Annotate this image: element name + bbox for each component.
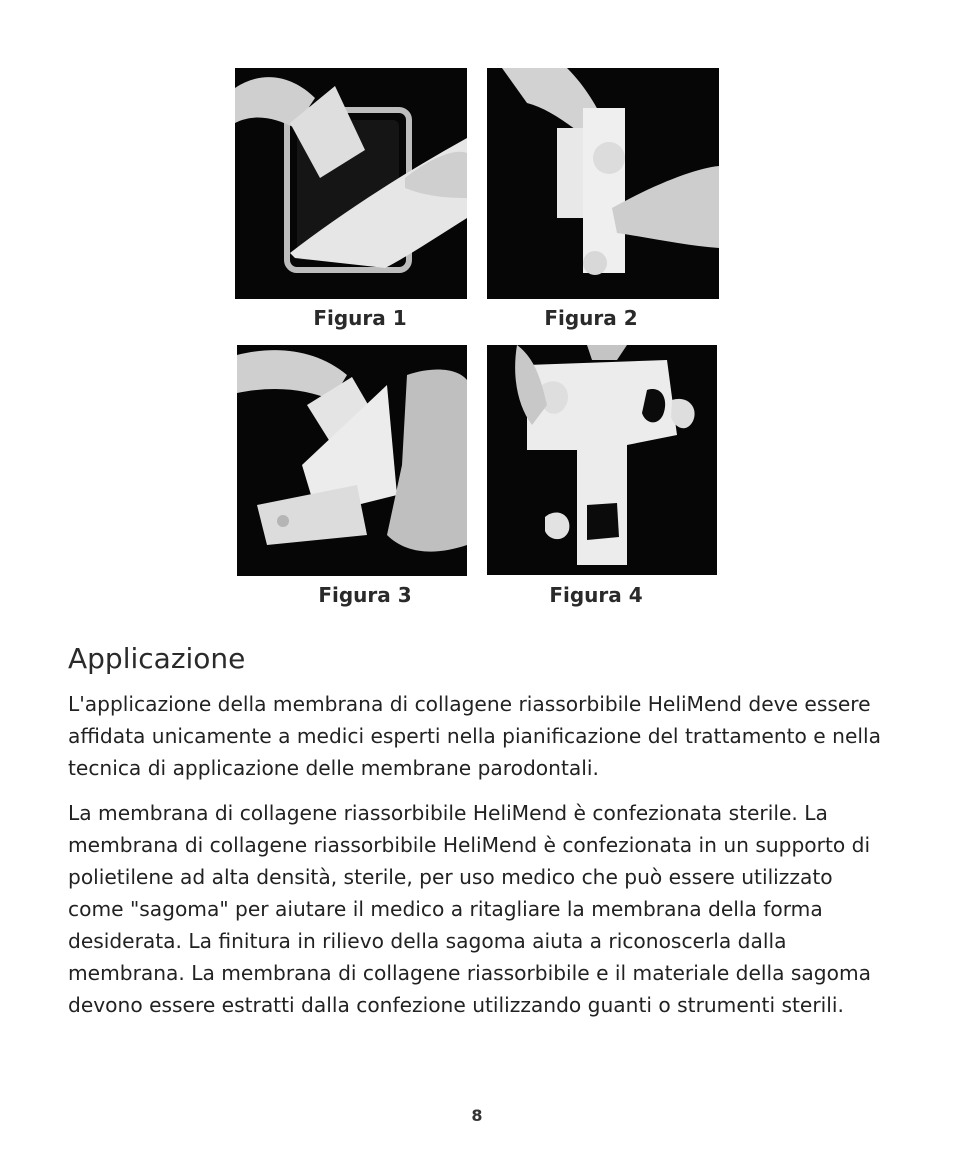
figure-2-caption: Figura 2 — [544, 306, 638, 330]
paragraph-2: La membrana di collagene riassorbibile HeliMend è confezionata sterile. La membrana di collagene riassorbibile HeliMend è confezionata in un supporto di polietilene ad alta densità, sterile, per uso medico che può essere utilizzato come "sagoma" per aiutare il medico a ritagliare la membrana della forma desiderata. La finitura in rilievo della sagoma aiuta a riconoscerla dalla membrana. La membrana di collagene riassorbibile e il materiale della sagoma devono essere estratti dalla confezione utilizzando guanti o strumenti sterili. — [68, 801, 871, 1017]
page-number: 8 — [471, 1106, 483, 1125]
figure-1-photo — [235, 68, 467, 299]
figure-2-photo — [487, 68, 719, 299]
figure-4-image — [487, 345, 717, 575]
figure-2-image — [487, 68, 719, 299]
figure-4-caption: Figura 4 — [549, 583, 643, 607]
figure-3-photo — [237, 345, 467, 576]
figure-3-image — [237, 345, 467, 576]
figure-1-image — [235, 68, 467, 299]
paragraph-1: L'applicazione della membrana di collagene riassorbibile HeliMend deve essere affidata unicamente a medici esperti nella pianificazione del trattamento e nella tecnica di applicazione delle membrane parodontali. — [68, 692, 881, 780]
figure-1-caption: Figura 1 — [313, 306, 407, 330]
figure-4-photo — [487, 345, 717, 575]
figure-3-caption: Figura 3 — [318, 583, 412, 607]
section-heading: Applicazione — [68, 642, 246, 675]
